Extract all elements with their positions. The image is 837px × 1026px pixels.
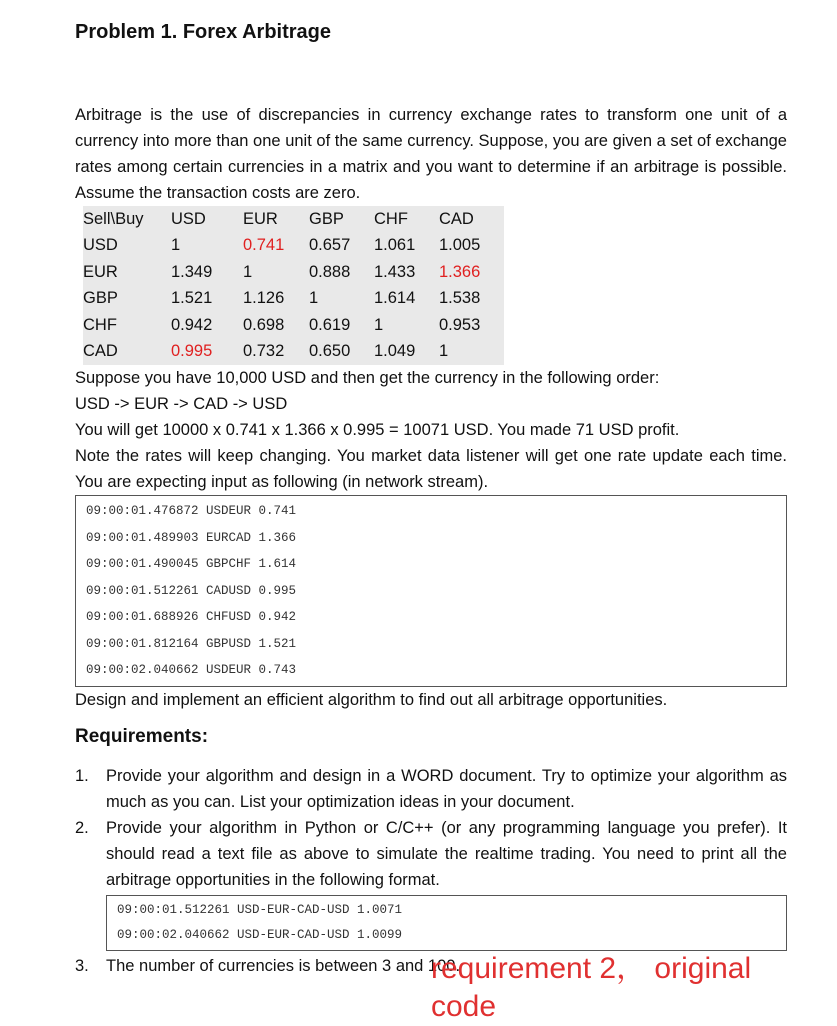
rate-row-label: CHF <box>83 315 117 334</box>
output-line: 09:00:02.040662 USD-EUR-CAD-USD 1.0099 <box>117 927 403 942</box>
rate-cell: 0.741 <box>243 236 285 255</box>
problem-title: Problem 1. Forex Arbitrage <box>75 21 331 43</box>
design-paragraph: Design and implement an efficient algorithm to find out all arbitrage opportunities. <box>75 690 668 709</box>
exchange-rate-table <box>83 206 504 365</box>
rate-cell: USD <box>171 209 206 228</box>
output-format-box <box>106 895 787 951</box>
intro-paragraph: Arbitrage is the use of discrepancies in currency exchange rates to transform one unit of a currency into more than one unit of the same currency. Suppose, you are given a set of exchange rates among certain currencies in a matrix and you want to determine if an arbitrage is possible. Assume the transaction costs are zero. <box>75 106 787 202</box>
rate-cell: 1.521 <box>171 289 213 308</box>
rate-cell: 0.657 <box>309 236 351 255</box>
rate-row-label: GBP <box>83 289 118 308</box>
rate-row-label: USD <box>83 236 118 255</box>
input-line: 09:00:01.688926 CHFUSD 0.942 <box>86 610 297 624</box>
rate-cell: CHF <box>374 209 408 228</box>
rate-cell: 1 <box>243 262 253 281</box>
rate-cell: 1 <box>309 289 319 308</box>
rate-cell: 1.049 <box>374 342 416 361</box>
annotation-line: requirement 2， original <box>431 952 752 985</box>
rate-cell: 1.614 <box>374 289 416 308</box>
rate-cell: 1 <box>439 342 449 361</box>
requirement-number: 1. <box>75 766 89 785</box>
result-paragraph: You will get 10000 x 0.741 x 1.366 x 0.995 = 10071 USD. You made 71 USD profit. <box>75 421 680 439</box>
requirement-text: Provide your algorithm in Python or C/C++ (or any programming language you prefer). It should read a text file as above to simulate the realtime trading. You need to print all the arbitrage opportunities in the following format. <box>106 818 787 889</box>
requirement-item <box>75 763 787 815</box>
requirement-number: 3. <box>75 956 89 975</box>
rate-table-header <box>83 206 504 233</box>
rate-cell: EUR <box>243 209 278 228</box>
rate-table-row <box>83 286 504 313</box>
rate-cell: 1.061 <box>374 236 416 255</box>
handwritten-annotation <box>431 950 751 1026</box>
rate-cell: 1.349 <box>171 262 213 281</box>
input-line: 09:00:02.040662 USDEUR 0.743 <box>86 663 297 677</box>
rate-table-row <box>83 259 504 286</box>
rate-row-label: Sell\Buy <box>83 209 144 228</box>
requirement-text: The number of currencies is between 3 and 100. <box>106 956 461 975</box>
input-line: 09:00:01.476872 USDEUR 0.741 <box>86 504 297 518</box>
requirements-heading: Requirements: <box>75 725 209 747</box>
rate-cell: 0.888 <box>309 262 351 281</box>
rate-cell: 1.433 <box>374 262 416 281</box>
note-paragraph: Note the rates will keep changing. You market data listener will get one rate update each time. You are expecting input as following (in network stream). <box>75 447 787 491</box>
input-line: 09:00:01.490045 GBPCHF 1.614 <box>86 557 297 571</box>
rate-cell: GBP <box>309 209 344 228</box>
rate-cell: 1.366 <box>439 262 481 281</box>
requirement-text: Provide your algorithm and design in a WORD document. Try to optimize your algorithm as much as you can. List your optimization ideas in your document. <box>106 766 787 811</box>
rate-cell: 1.538 <box>439 289 481 308</box>
requirement-item <box>75 815 787 951</box>
rate-table-row <box>83 233 504 260</box>
rate-row-label: CAD <box>83 342 118 361</box>
requirement-number: 2. <box>75 818 89 837</box>
rate-cell: 0.698 <box>243 315 285 334</box>
rate-cell: 1.005 <box>439 236 481 255</box>
rate-cell: 0.650 <box>309 342 351 361</box>
rate-cell: 0.953 <box>439 315 481 334</box>
rate-cell: 0.995 <box>171 342 213 361</box>
rate-cell: 0.619 <box>309 315 351 334</box>
annotation-line: code <box>431 990 497 1023</box>
rate-cell: 1.126 <box>243 289 285 308</box>
input-line: 09:00:01.489903 EURCAD 1.366 <box>86 530 297 545</box>
input-line: 09:00:01.812164 GBPUSD 1.521 <box>86 636 297 651</box>
input-line: 09:00:01.512261 CADUSD 0.995 <box>86 583 297 598</box>
output-line: 09:00:01.512261 USD-EUR-CAD-USD 1.0071 <box>117 902 403 917</box>
rate-cell: CAD <box>439 209 474 228</box>
rate-row-label: EUR <box>83 262 118 281</box>
rate-table-row <box>83 339 504 366</box>
rate-table-row <box>83 312 504 339</box>
suppose-paragraph: Suppose you have 10,000 USD and then get the currency in the following order: <box>75 369 660 387</box>
rate-cell: 0.732 <box>243 342 285 361</box>
rate-cell: 0.942 <box>171 315 213 334</box>
input-stream-box <box>75 495 787 687</box>
path-line: USD -> EUR -> CAD -> USD <box>75 395 288 413</box>
rate-cell: 1 <box>171 236 181 255</box>
document-page <box>75 18 787 979</box>
rate-cell: 1 <box>374 315 384 334</box>
requirements-list <box>75 763 787 979</box>
